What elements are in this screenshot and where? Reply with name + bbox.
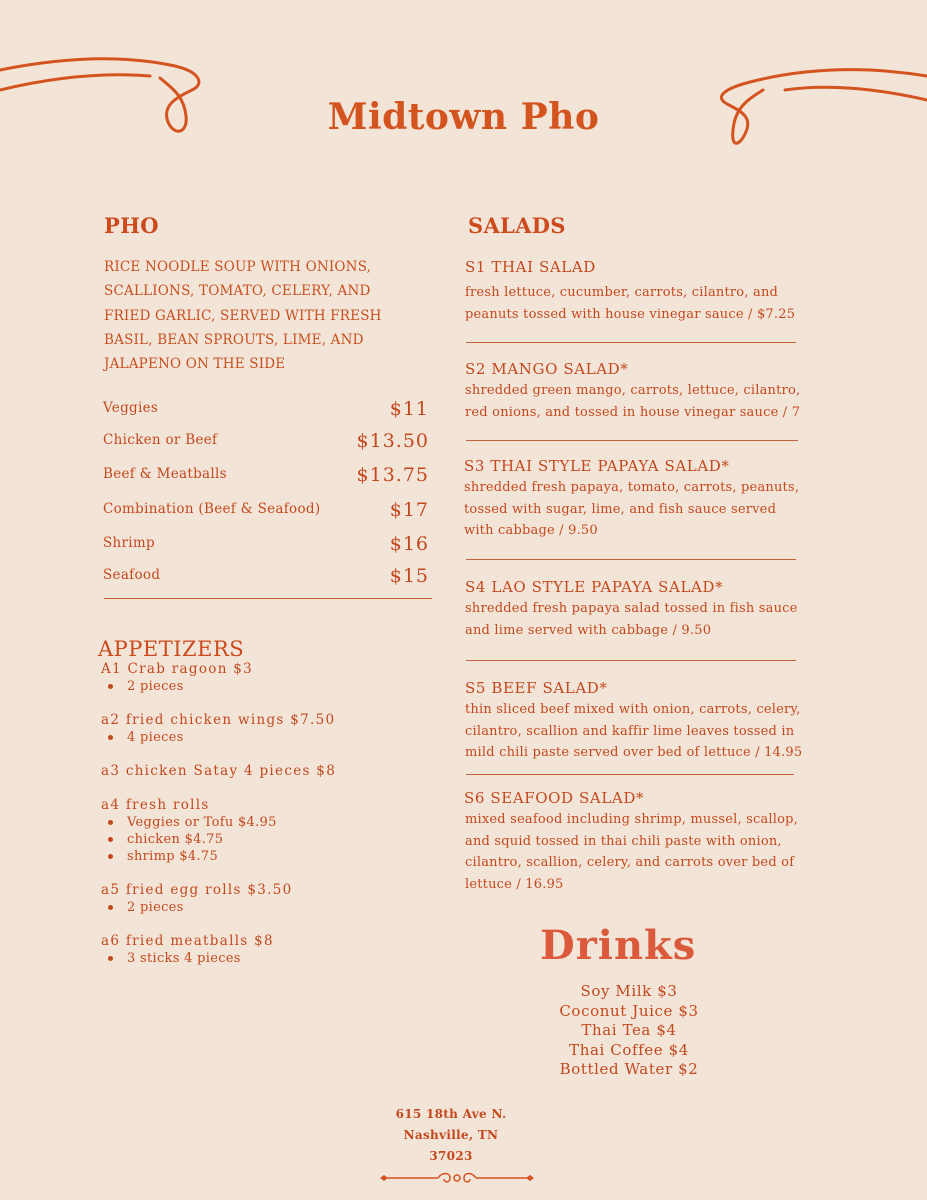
drink-item: Bottled Water $2 [559, 1060, 699, 1078]
pho-item [103, 493, 429, 521]
drinks-list [529, 982, 729, 1080]
appetizer-name: a6 fried meatballs $8 [101, 933, 274, 949]
appetizer-name: A1 Crab ragoon $3 [101, 661, 254, 677]
pho-item-name: Combination (Beef & Seafood) [103, 501, 321, 517]
salad-name: S3 THAI STYLE PAPAYA SALAD* [464, 457, 730, 475]
pho-item-price: $13.75 [356, 464, 429, 486]
drink-item: Soy Milk $3 [580, 982, 678, 1000]
pho-item-name: Chicken or Beef [103, 432, 218, 448]
pho-item-price: $17 [389, 499, 429, 521]
pho-item [103, 527, 429, 555]
address-block [388, 1104, 514, 1167]
salad-description: shredded fresh papaya, tomato, carrots, peanuts, tossed with sugar, lime, and fish sauce served with cabbage / 9.50 [464, 480, 800, 538]
pho-item-price: $16 [389, 533, 429, 555]
pho-item-name: Veggies [103, 400, 159, 416]
pho-item-name: Shrimp [103, 535, 155, 551]
list-item [101, 711, 421, 746]
appetizer-detail: 3 sticks 4 pieces [127, 950, 421, 967]
bottom-ornament-icon [378, 1168, 536, 1188]
appetizer-name: a5 fried egg rolls $3.50 [101, 882, 293, 898]
salad-item [465, 358, 805, 423]
appetizers-heading: APPETIZERS [98, 637, 245, 662]
pho-item-price: $15 [389, 565, 429, 587]
pho-heading: PHO [104, 213, 159, 238]
appetizer-name: a3 chicken Satay 4 pieces $8 [101, 763, 337, 779]
drink-item: Thai Coffee $4 [569, 1040, 689, 1059]
pho-item-price: $13.50 [356, 430, 429, 452]
salad-item [464, 787, 804, 895]
appetizer-name: a4 fresh rolls [101, 797, 210, 813]
salad-item [465, 677, 805, 764]
salad-divider [466, 342, 796, 343]
salad-description: mixed seafood including shrimp, mussel, scallop, and squid tossed in thai chili paste with onion, cilantro, scallion, celery, and carrots over bed of lettuce / 16.95 [465, 812, 799, 892]
salad-divider [466, 559, 796, 560]
drink-item: Coconut Juice $3 [559, 1001, 699, 1020]
salad-divider [466, 440, 798, 441]
address-zip: 37023 [429, 1149, 473, 1163]
salad-name: S1 THAI SALAD [465, 258, 596, 276]
salad-description: thin sliced beef mixed with onion, carrots, celery, cilantro, scallion and kaffir lime leaves tossed in mild chili paste served over bed of lettuce / 14.95 [465, 702, 803, 760]
appetizer-list [101, 660, 421, 983]
pho-item [103, 559, 429, 587]
salads-heading: SALADS [468, 213, 566, 238]
salad-name: S5 BEEF SALAD* [465, 679, 608, 697]
list-item [101, 796, 421, 865]
appetizer-detail: shrimp $4.75 [127, 848, 421, 865]
salad-name: S4 LAO STYLE PAPAYA SALAD* [465, 578, 724, 596]
drinks-heading: Drinks [540, 922, 697, 969]
pho-description: RICE NOODLE SOUP WITH ONIONS, SCALLIONS, TOMATO, CELERY, AND FRIED GARLIC, SERVED WITH FRESH BASIL, BEAN SPROUTS, LIME, AND JALAPENO ON THE SIDE [104, 259, 382, 373]
pho-item-name: Seafood [103, 567, 161, 583]
pho-divider [104, 598, 432, 599]
restaurant-title: Midtown Pho [327, 96, 600, 138]
pho-item [103, 392, 429, 420]
address-street: 615 18th Ave N. [395, 1107, 507, 1121]
appetizer-detail: 2 pieces [127, 678, 421, 695]
pho-item [103, 424, 429, 452]
pho-item-price: $11 [389, 398, 429, 420]
appetizer-detail: chicken $4.75 [127, 831, 421, 848]
list-item [101, 660, 421, 695]
address-city: Nashville, TN [403, 1128, 499, 1142]
appetizer-detail: 2 pieces [127, 899, 421, 916]
drink-item: Thai Tea $4 [581, 1021, 677, 1039]
appetizer-detail: Veggies or Tofu $4.95 [127, 814, 421, 831]
appetizer-name: a2 fried chicken wings $7.50 [101, 712, 336, 728]
salad-item [465, 576, 805, 641]
salad-name: S2 MANGO SALAD* [465, 360, 629, 378]
salad-divider [466, 774, 794, 775]
salad-description: shredded fresh papaya salad tossed in fish sauce and lime served with cabbage / 9.50 [465, 601, 798, 638]
appetizer-detail: 4 pieces [127, 729, 421, 746]
salad-name: S6 SEAFOOD SALAD* [464, 789, 645, 807]
salad-item [465, 256, 805, 325]
list-item [101, 881, 421, 916]
salad-description: shredded green mango, carrots, lettuce, cilantro, red onions, and tossed in house vinegar sauce / 7 [465, 383, 801, 420]
salad-item [464, 455, 804, 542]
pho-item [103, 458, 429, 486]
list-item [101, 932, 421, 967]
salad-divider [466, 660, 796, 661]
pho-item-name: Beef & Meatballs [103, 466, 227, 482]
salad-description: fresh lettuce, cucumber, carrots, cilantro, and peanuts tossed with house vinegar sauce / $7.25 [465, 285, 796, 322]
list-item [101, 762, 421, 780]
